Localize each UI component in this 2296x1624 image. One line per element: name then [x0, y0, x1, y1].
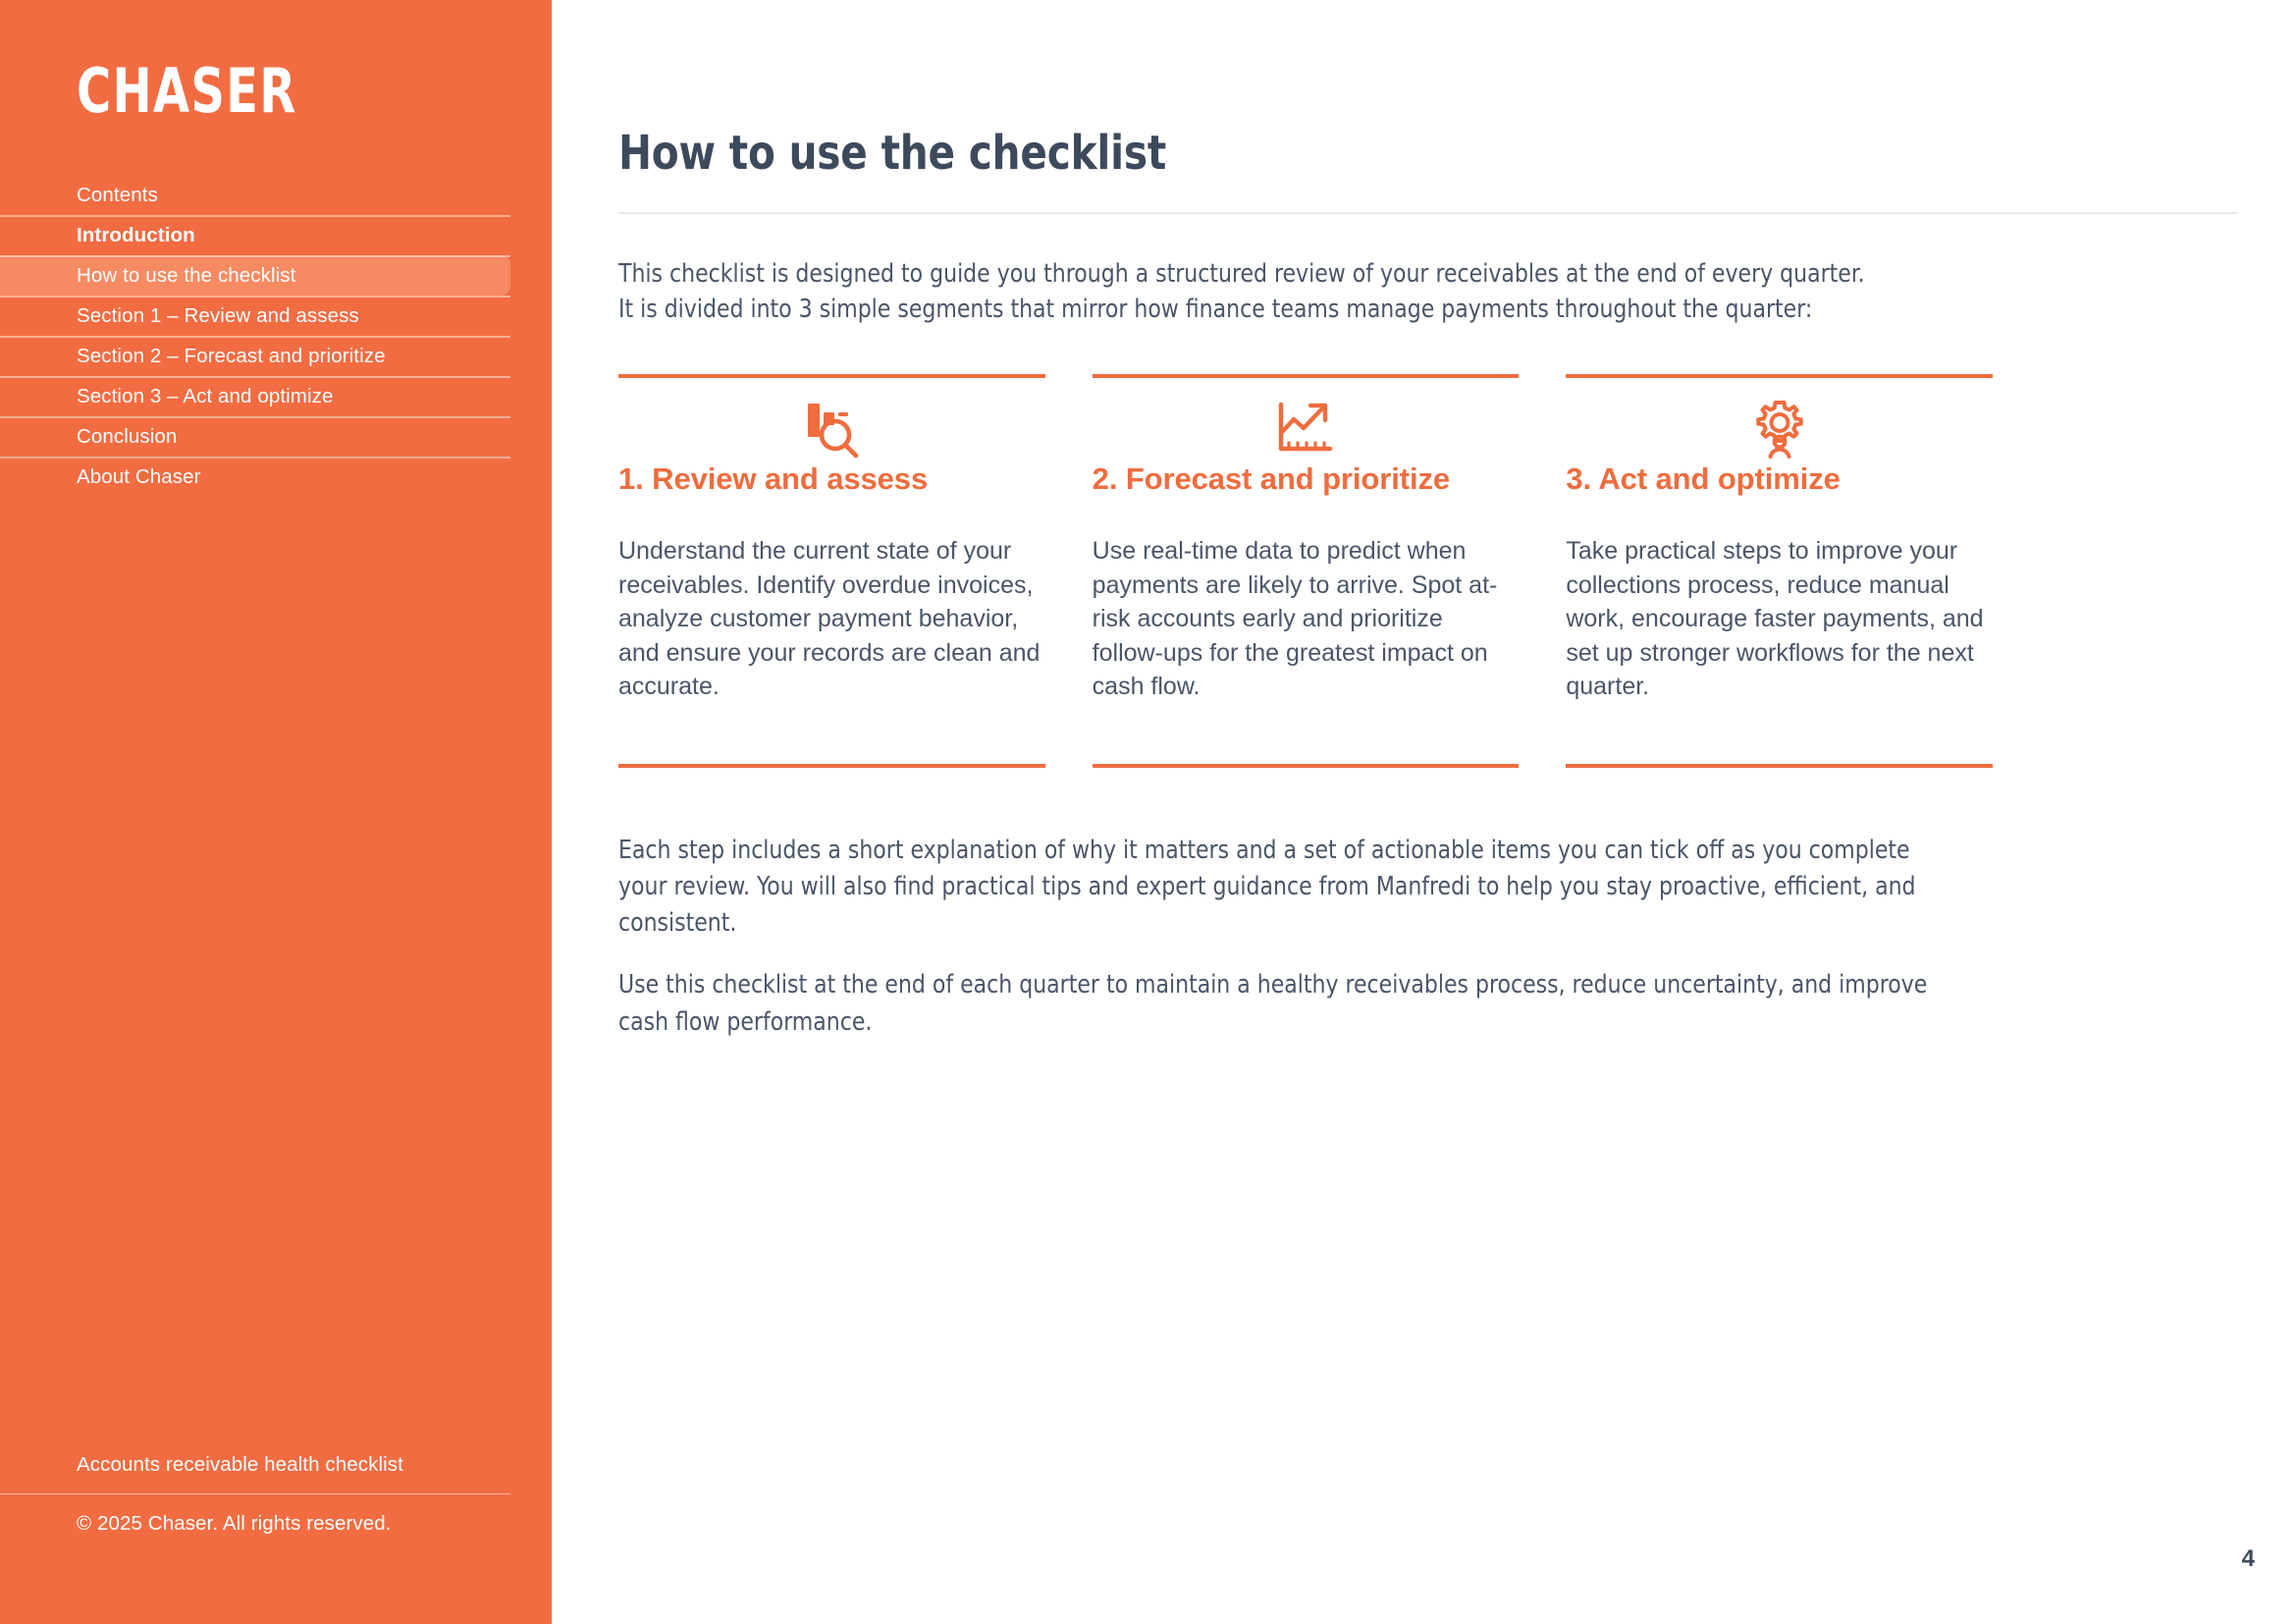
- intro-paragraph: [618, 256, 1938, 327]
- intro-line-1: This checklist is designed to guide you through a structured review of your receivables at the end of every quarter.: [618, 258, 1865, 289]
- intro-line-2: It is divided into 3 simple segments that mirror how finance teams manage payments throughout the quarter:: [618, 295, 1813, 324]
- card-heading: 2. Forecast and prioritize: [1092, 461, 1451, 497]
- trending-up-chart-icon: [1093, 378, 1520, 462]
- closing-paragraph-2: Use this checklist at the end of each quarter to maintain a healthy receivables process, reduce uncertainty, and improve cash flow performance.: [618, 970, 1928, 1037]
- sidebar-item-how-to-use-the-checklist[interactable]: [0, 255, 510, 296]
- brand-logo: CHASER: [77, 55, 297, 127]
- card-bottom-rule: [1566, 764, 1993, 768]
- sidebar-nav: [0, 175, 510, 497]
- card-body: Understand the current state of your receivables. Identify overdue invoices, analyze customer payment behavior, and ensure your records are clean and accurate.: [618, 537, 1041, 701]
- sidebar-item-conclusion[interactable]: [0, 416, 510, 457]
- segment-cards: [618, 374, 1993, 768]
- sidebar-item-about-chaser[interactable]: [0, 457, 510, 497]
- main-content: [552, 0, 2296, 1624]
- gear-person-icon: [1566, 378, 1993, 462]
- sidebar: [0, 0, 552, 1624]
- sidebar-item-section-3[interactable]: [0, 376, 510, 416]
- sidebar-item-label: How to use the checklist: [77, 263, 296, 287]
- sidebar-item-section-2[interactable]: [0, 336, 510, 376]
- card-heading: 1. Review and assess: [618, 461, 929, 497]
- sidebar-item-label: Introduction: [77, 223, 195, 246]
- segment-card-act-and-optimize: [1566, 374, 1993, 768]
- sidebar-item-introduction[interactable]: [0, 215, 510, 255]
- sidebar-item-contents[interactable]: [0, 175, 510, 215]
- sidebar-item-label: Conclusion: [77, 424, 178, 448]
- card-body: Use real-time data to predict when payments are likely to arrive. Spot at-risk accounts early and prioritize follow-ups for the greatest impact on cash flow.: [1092, 537, 1498, 701]
- closing-paragraph-1: Each step includes a short explanation of why it matters and a set of actionable items you can tick off as you complete your review. You will also find practical tips and expert guidance from Manfredi to help you stay proactive, efficient, and consistent.: [618, 835, 1916, 939]
- card-bottom-rule: [1093, 764, 1520, 768]
- sidebar-item-label: Section 3 – Act and optimize: [77, 384, 334, 407]
- card-body: Take practical steps to improve your collections process, reduce manual work, encourage faster payments, and set up stronger workflows for the next quarter.: [1566, 537, 1984, 701]
- sidebar-footer: [0, 1453, 510, 1537]
- sidebar-footer-title: Accounts receivable health checklist: [77, 1452, 403, 1476]
- page-title: How to use the checklist: [618, 126, 1167, 181]
- sidebar-footer-copyright: © 2025 Chaser. All rights reserved.: [77, 1512, 392, 1535]
- page-number: 4: [2241, 1545, 2255, 1572]
- title-divider: [618, 212, 2238, 214]
- bar-chart-magnifier-icon: [618, 378, 1045, 462]
- segment-card-review-and-assess: [618, 374, 1045, 768]
- card-bottom-rule: [618, 764, 1045, 768]
- closing-paragraphs: [618, 833, 1938, 1041]
- sidebar-item-section-1[interactable]: [0, 296, 510, 336]
- sidebar-item-label: Section 2 – Forecast and prioritize: [77, 344, 386, 367]
- segment-card-forecast-and-prioritize: [1093, 374, 1520, 768]
- card-heading: 3. Act and optimize: [1566, 461, 1841, 497]
- sidebar-item-label: Section 1 – Review and assess: [77, 303, 359, 327]
- sidebar-item-label: About Chaser: [77, 464, 201, 488]
- sidebar-item-label: Contents: [77, 183, 158, 206]
